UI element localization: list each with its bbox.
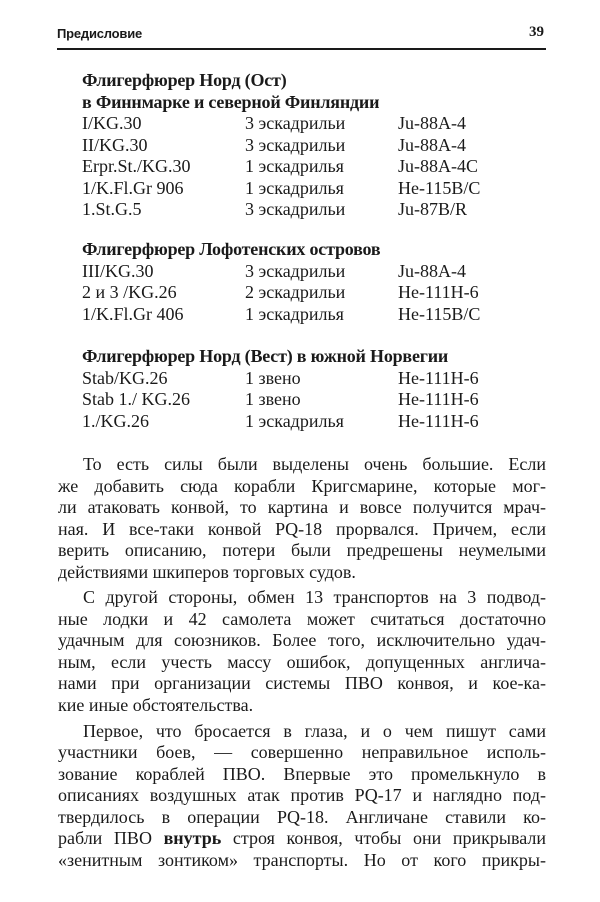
section-heading: Флигерфюрер Норд (Вест) в южной Норвегии (82, 346, 449, 366)
table-row (82, 135, 552, 157)
unit-strength: 1 звено (245, 367, 301, 388)
aircraft-type: He-111H-6 (398, 389, 479, 409)
unit-strength: 1 эскадрилья (245, 177, 344, 198)
table-row (82, 304, 552, 326)
text-segment: строя конвоя, чтобы они прикрывали (221, 828, 546, 849)
unit-name: Erpr.St./KG.30 (82, 156, 191, 176)
text-line (58, 721, 546, 743)
text-line (58, 454, 546, 476)
text-segment: участники боев, — совершенно неправильное исполь- (58, 742, 546, 763)
unit-strength: 1 звено (245, 389, 301, 409)
text-segment: Первое, что бросается в глаза, и о чем пишут сами (83, 720, 546, 741)
unit-name: 1.St.G.5 (82, 199, 142, 219)
aircraft-type: Ju-88A-4 (398, 260, 466, 281)
table-row (82, 199, 552, 221)
emphasis: внутрь (163, 828, 222, 849)
text-line (58, 807, 546, 829)
aircraft-type: Ju-88A-4 (398, 113, 466, 133)
text-line (58, 850, 546, 872)
section-heading: Флигерфюрер Норд (Ост) (82, 70, 287, 90)
unit-name: 1/K.Fl.Gr 406 (82, 303, 184, 324)
text-segment: действиями шкиперов торговых судов. (58, 561, 356, 582)
paragraph (58, 454, 546, 583)
text-line (58, 828, 546, 850)
unit-name: III/KG.30 (82, 260, 154, 281)
unit-strength: 3 эскадрильи (245, 260, 346, 281)
text-line (58, 695, 546, 717)
text-line (58, 562, 546, 584)
aircraft-type: He-111H-6 (398, 282, 479, 302)
page-number: 39 (529, 24, 544, 40)
text-segment: зование кораблей ПВО. Впервые это промелькнуло в (58, 763, 546, 784)
section-heading: в Финнмарке и северной Финляндии (82, 91, 380, 112)
unit-strength: 3 эскадрильи (245, 134, 346, 155)
text-segment: описаниях воздушных атак против PQ-17 и наглядно под- (58, 785, 546, 806)
chapter-title: Предисловие (57, 26, 143, 41)
unit-name: 2 и 3 /KG.26 (82, 282, 177, 302)
text-line (58, 764, 546, 786)
text-segment: «зенитным зонтиком» транспорты. Но от кого прикры- (58, 849, 546, 870)
section-heading: Флигерфюрер Лофотенских островов (82, 239, 381, 259)
unit-strength: 3 эскадрильи (245, 113, 346, 133)
text-segment: нами при организации системы ПВО конвоя, и кое-ка- (58, 673, 546, 694)
aircraft-type: He-111H-6 (398, 367, 479, 388)
unit-strength: 2 эскадрильи (245, 282, 346, 302)
unit-strength: 1 эскадрилья (245, 303, 344, 324)
table-row (82, 368, 552, 390)
unit-name: Stab/KG.26 (82, 367, 168, 388)
aircraft-type: Ju-88A-4 (398, 134, 466, 155)
table-row (82, 261, 552, 283)
unit-name: Stab 1./ KG.26 (82, 389, 190, 409)
aircraft-type: He-111H-6 (398, 410, 479, 431)
unit-section (82, 239, 552, 325)
header-rule (57, 48, 546, 50)
paragraph (58, 587, 546, 716)
unit-name: I/KG.30 (82, 113, 142, 133)
text-line (58, 630, 546, 652)
text-segment: рабли ПВО (58, 828, 164, 849)
unit-name: II/KG.30 (82, 134, 148, 155)
unit-section (82, 70, 552, 221)
unit-name: 1./KG.26 (82, 410, 149, 431)
unit-strength: 3 эскадрильи (245, 199, 346, 219)
paragraph (58, 721, 546, 872)
text-segment: твердилось в операции PQ-18. Англичане ставили ко- (58, 806, 546, 827)
aircraft-type: He-115B/C (398, 177, 481, 198)
table-row (82, 113, 552, 135)
text-line (58, 519, 546, 541)
table-row (82, 178, 552, 200)
unit-section (82, 346, 552, 432)
text-segment: ные лодки и 42 самолета может считаться достаточно (58, 608, 546, 629)
text-segment: ли атаковать конвой, то картина и вовсе получится мрач- (58, 497, 546, 517)
table-row (82, 411, 552, 433)
text-segment: же добавить сюда корабли Кригсмарине, которые мог- (58, 475, 546, 496)
text-line (58, 785, 546, 807)
text-segment: кие иные обстоятельства. (58, 694, 254, 715)
text-line (58, 587, 546, 609)
text-line (58, 497, 546, 519)
text-line (58, 742, 546, 764)
table-row (82, 389, 552, 411)
unit-strength: 1 эскадрилья (245, 156, 344, 176)
text-segment: верить описанию, потери были предрешены неумелыми (58, 540, 546, 560)
text-segment: ным, если учесть массу ошибок, допущенных англича- (58, 651, 546, 672)
text-segment: ная. И все-таки конвой PQ-18 прорвался. Причем, если (58, 518, 546, 539)
text-line (58, 540, 546, 562)
aircraft-type: Ju-87B/R (398, 199, 468, 219)
aircraft-type: Ju-88A-4C (398, 156, 478, 176)
table-row (82, 282, 552, 304)
text-line (58, 652, 546, 674)
text-line (58, 609, 546, 631)
aircraft-type: He-115B/C (398, 303, 481, 324)
text-segment: То есть силы были выделены очень большие. Если (83, 454, 546, 474)
text-segment: удачным для союзников. Более того, исключительно удач- (58, 630, 546, 651)
unit-name: 1/K.Fl.Gr 906 (82, 177, 184, 198)
unit-strength: 1 эскадрилья (245, 410, 344, 431)
text-segment: С другой стороны, обмен 13 транспортов на 3 подвод- (83, 587, 546, 608)
table-row (82, 156, 552, 178)
text-line (58, 673, 546, 695)
text-line (58, 476, 546, 498)
body-text (58, 454, 546, 875)
